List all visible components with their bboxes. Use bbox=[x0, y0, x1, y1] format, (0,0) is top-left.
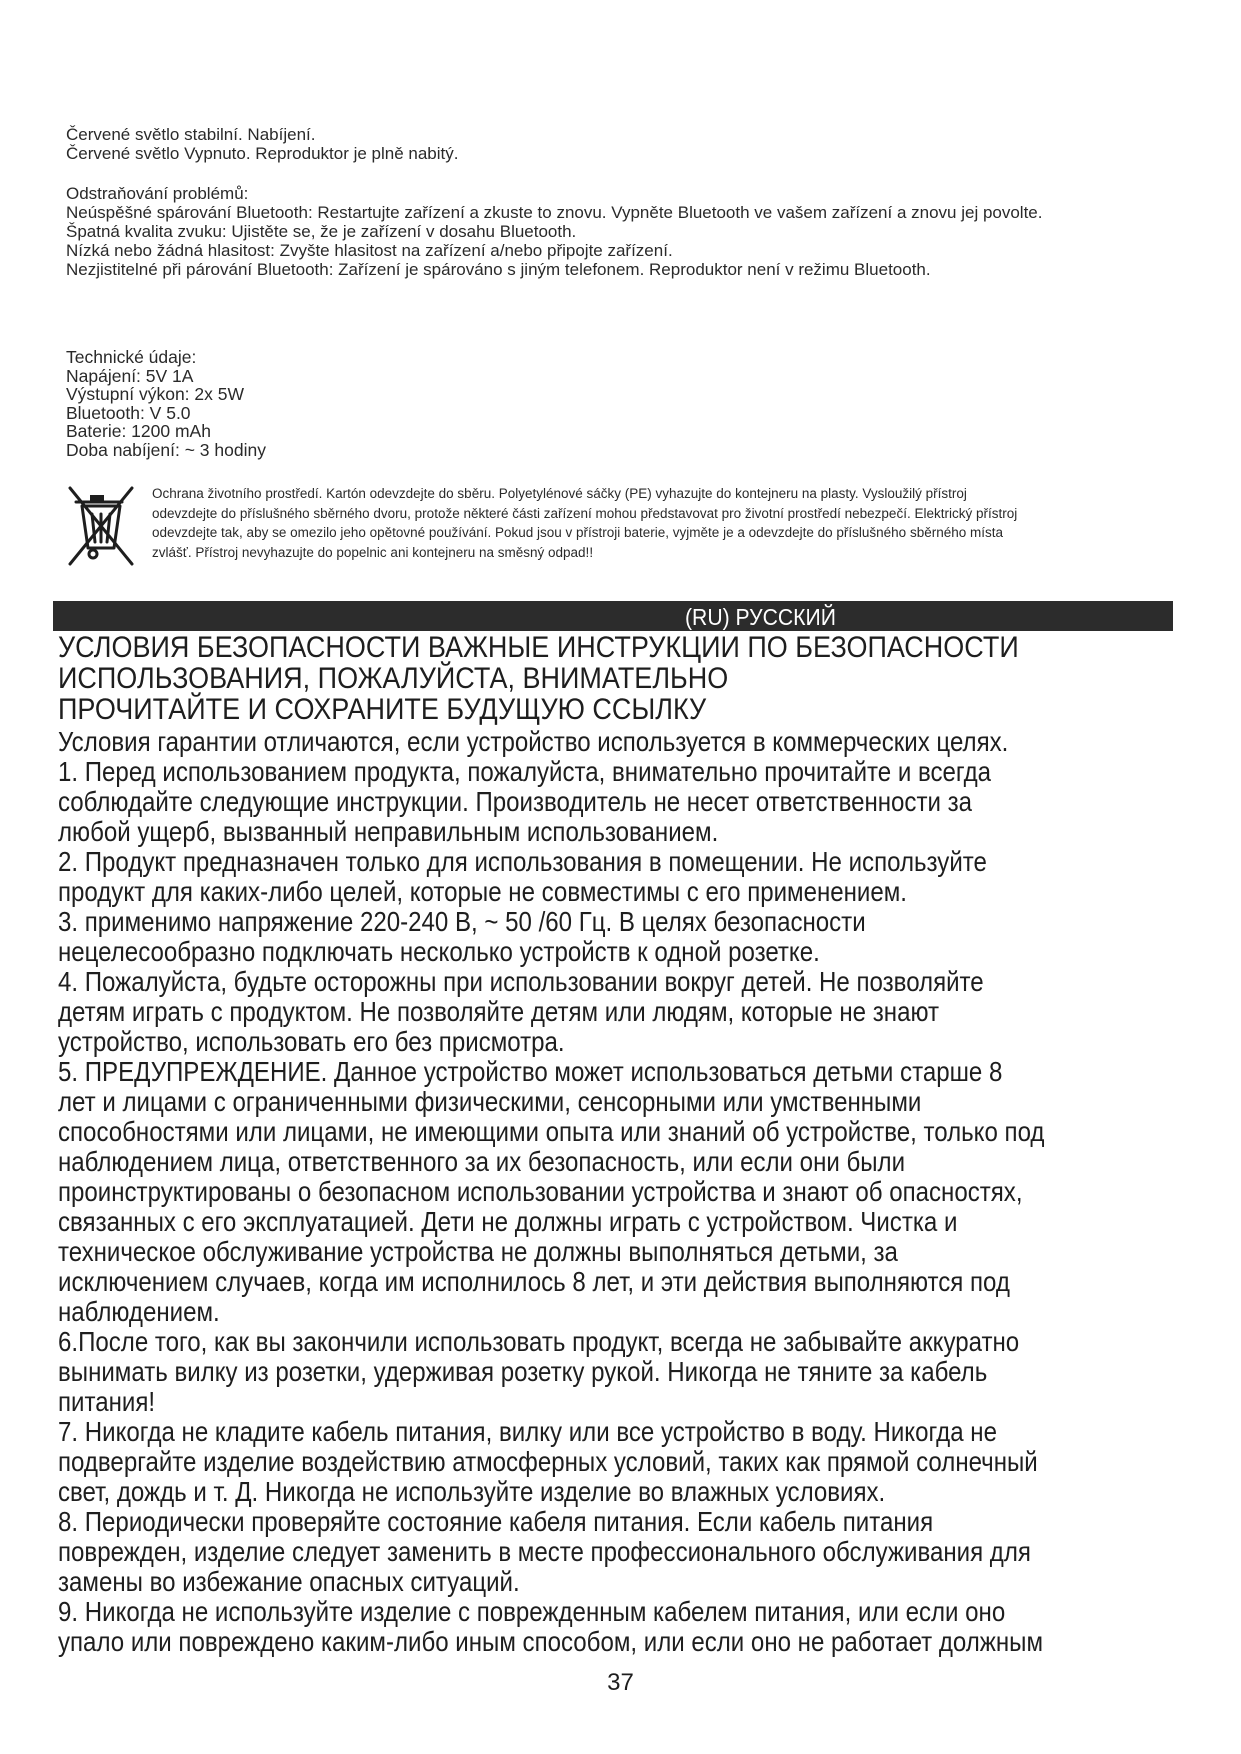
environment-text bbox=[152, 484, 1192, 562]
body-line: свет, дождь и т. Д. Никогда не используйте изделие во влажных условиях. bbox=[58, 1476, 886, 1507]
body-line: питания! bbox=[58, 1386, 156, 1417]
troubleshooting-section bbox=[66, 184, 1186, 279]
environment-line: Ochrana životního prostředí. Kartón odevzdejte do sběru. Polyetylénové sáčky (PE) vyhazujte do kontejneru na plasty. Vysloužilý přístroj bbox=[152, 486, 967, 501]
environment-section bbox=[66, 484, 1186, 570]
technical-line: Bluetooth: V 5.0 bbox=[66, 402, 191, 423]
body-line: способностями или лицами, не имеющими опыта или знаний об устройстве, только под bbox=[58, 1116, 1045, 1147]
body-line: вынимать вилку из розетки, удерживая розетку рукой. Никогда не тяните за кабель bbox=[58, 1356, 988, 1387]
body-line: подвергайте изделие воздействию атмосферных условий, таких как прямой солнечный bbox=[58, 1446, 1038, 1477]
body-line: техническое обслуживание устройства не должны выполняться детьми, за bbox=[58, 1236, 898, 1267]
environment-line: odevzdejte do příslušného sběrného dvoru, protože některé části zařízení mohou představovat pro životní prostředí nebezpečí. Elektrický přístroj bbox=[152, 505, 1018, 521]
technical-line: Výstupní výkon: 2x 5W bbox=[66, 384, 244, 404]
body-line: любой ущерб, вызванный неправильным использованием. bbox=[58, 816, 719, 847]
language-label: (RU) РУССКИЙ bbox=[685, 604, 836, 630]
troubleshooting-heading: Odstraňování problémů: bbox=[66, 184, 249, 203]
environment-line: odevzdejte tak, aby se omezilo jeho opětovné používání. Pokud jsou v přístroji baterie, vyjměte je a odevzdejte do příslušného sběrného místa bbox=[152, 525, 1003, 540]
body-line: проинструктированы о безопасном использовании устройства и знают об опасностях, bbox=[58, 1176, 1023, 1207]
body-line: наблюдением лица, ответственного за их безопасность, или если они были bbox=[58, 1146, 906, 1177]
technical-heading: Technické údaje: bbox=[66, 347, 197, 367]
body-line: 8. Периодически проверяйте состояние кабеля питания. Если кабель питания bbox=[58, 1506, 934, 1537]
body-line: продукт для каких-либо целей, которые не совместимы с его применением. bbox=[58, 876, 907, 907]
body-line: устройство, использовать его без присмотра. bbox=[58, 1026, 565, 1057]
technical-line: Baterie: 1200 mAh bbox=[66, 421, 211, 441]
page-number: 37 bbox=[607, 1669, 634, 1696]
body-line: соблюдайте следующие инструкции. Производитель не несет ответственности за bbox=[58, 786, 973, 817]
led-status-section bbox=[66, 125, 1186, 163]
status-line: Červené světlo Vypnuto. Reproduktor je plně nabitý. bbox=[66, 144, 459, 163]
body-line: 6.После того, как вы закончили использовать продукт, всегда не забывайте аккуратно bbox=[58, 1326, 1020, 1357]
troubleshooting-line: Nízká nebo žádná hlasitost: Zvyšte hlasitost na zařízení a/nebo připojte zařízení. bbox=[66, 241, 673, 260]
crossed-out-wheelie-bin-icon bbox=[66, 484, 136, 570]
technical-line: Napájení: 5V 1A bbox=[66, 365, 194, 386]
body-line: детям играть с продуктом. Не позволяйте детям или людям, которые не знают bbox=[58, 996, 940, 1027]
troubleshooting-line: Neúspěšné spárování Bluetooth: Restartujte zařízení a zkuste to znovu. Vypněte Bluetooth ve vašem zařízení a znovu jej povolte. bbox=[66, 203, 1043, 222]
technical-line: Doba nabíjení: ~ 3 hodiny bbox=[66, 439, 266, 460]
body-line: связанных с его эксплуатацией. Дети не должны играть с устройством. Чистка и bbox=[58, 1206, 958, 1237]
title-line: УСЛОВИЯ БЕЗОПАСНОСТИ ВАЖНЫЕ ИНСТРУКЦИИ ПО БЕЗОПАСНОСТИ bbox=[58, 631, 1019, 664]
body-line: 3. применимо напряжение 220-240 В, ~ 50 /60 Гц. В целях безопасности bbox=[58, 906, 866, 937]
body-line: 5. ПРЕДУПРЕЖДЕНИЕ. Данное устройство может использоваться детьми старше 8 bbox=[58, 1056, 1003, 1087]
body-line: 7. Никогда не кладите кабель питания, вилку или все устройство в воду. Никогда не bbox=[58, 1416, 997, 1447]
technical-data-section bbox=[66, 348, 1186, 459]
body-line: упало или повреждено каким-либо иным способом, или если оно не работает должным bbox=[58, 1626, 1044, 1657]
status-line: Červené světlo stabilní. Nabíjení. bbox=[66, 125, 316, 144]
safety-instructions bbox=[58, 727, 1152, 1657]
troubleshooting-line: Nezjistitelné při párování Bluetooth: Zařízení je spárováno s jiným telefonem. Reproduktor není v režimu Bluetooth. bbox=[66, 260, 931, 279]
body-line: 1. Перед использованием продукта, пожалуйста, внимательно прочитайте и всегда bbox=[58, 756, 992, 787]
body-line: наблюдением. bbox=[58, 1296, 220, 1327]
title-line: ПРОЧИТАЙТЕ И СОХРАНИТЕ БУДУЩУЮ ССЫЛКУ bbox=[58, 693, 707, 726]
body-line: исключением случаев, когда им исполнилось 8 лет, и эти действия выполняются под bbox=[58, 1266, 1010, 1297]
language-header-bar bbox=[53, 601, 1173, 631]
environment-line: zvlášť. Přístroj nevyhazujte do popelnic ani kontejneru na směsný odpad!! bbox=[152, 544, 594, 560]
title-line: ИСПОЛЬЗОВАНИЯ, ПОЖАЛУЙСТА, ВНИМАТЕЛЬНО bbox=[58, 662, 729, 695]
body-line: нецелесообразно подключать несколько устройств к одной розетке. bbox=[58, 936, 820, 967]
body-line: лет и лицами с ограниченными физическими, сенсорными или умственными bbox=[58, 1086, 922, 1117]
safety-title bbox=[58, 632, 1066, 725]
body-line: Условия гарантии отличаются, если устройство используется в коммерческих целях. bbox=[58, 726, 1009, 757]
troubleshooting-line: Špatná kvalita zvuku: Ujistěte se, že je zařízení v dosahu Bluetooth. bbox=[66, 222, 577, 241]
body-line: 9. Никогда не используйте изделие с поврежденным кабелем питания, или если оно bbox=[58, 1596, 1006, 1627]
body-line: 4. Пожалуйста, будьте осторожны при использовании вокруг детей. Не позволяйте bbox=[58, 966, 984, 997]
body-line: замены во избежание опасных ситуаций. bbox=[58, 1566, 520, 1597]
body-line: поврежден, изделие следует заменить в месте профессионального обслуживания для bbox=[58, 1536, 1031, 1567]
body-line: 2. Продукт предназначен только для использования в помещении. Не используйте bbox=[58, 846, 987, 877]
